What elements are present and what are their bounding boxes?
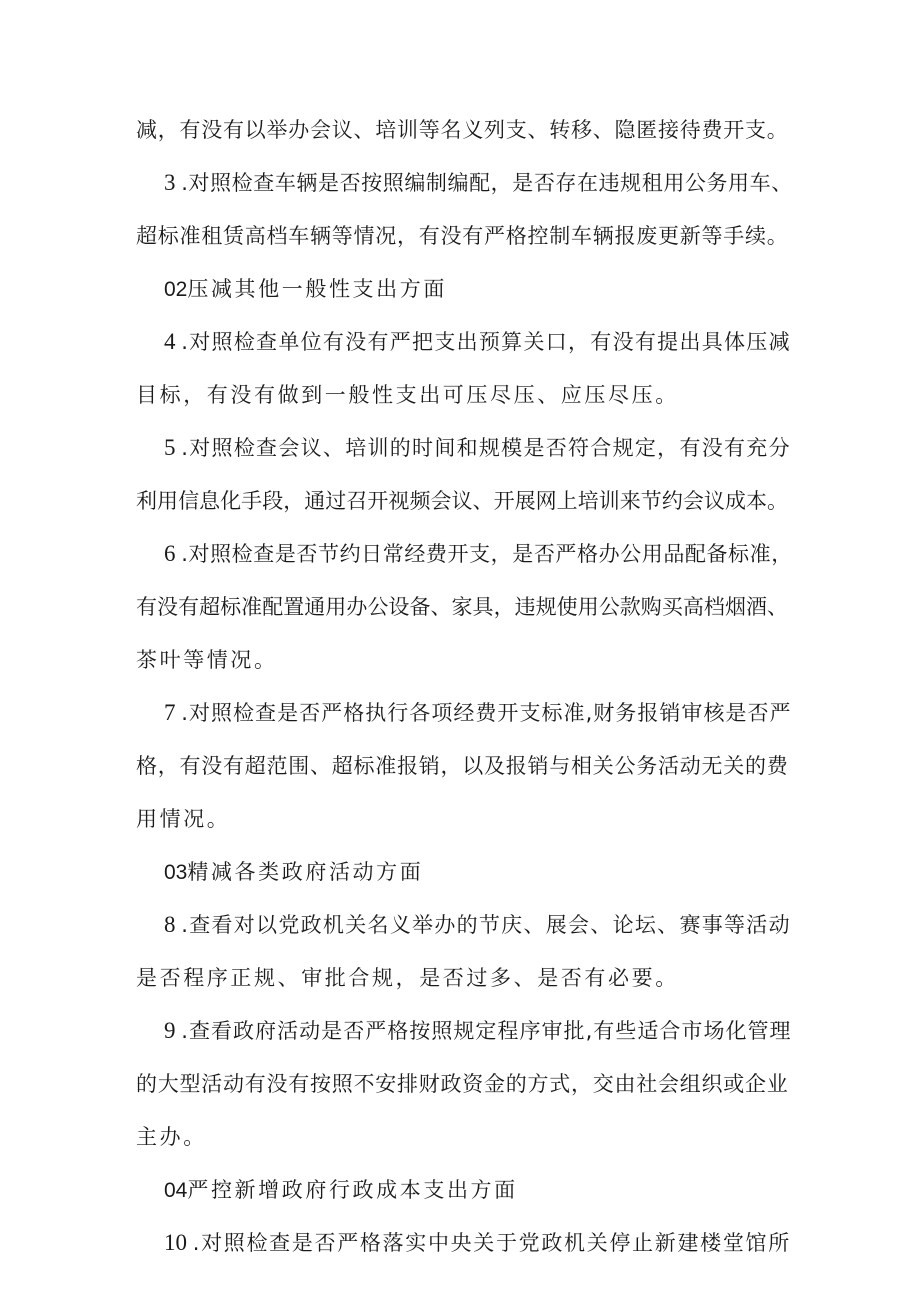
line-text: .对照检查车辆是否按照编制编配，是否存在违规租用公务用车、 [181, 171, 793, 195]
item-line [164, 1229, 791, 1257]
item-number: 6 [164, 541, 182, 566]
line-text: 的大型活动有没有按照不安排财政资金的方式，交由社会组织或企业 [136, 1072, 789, 1096]
section-heading [164, 275, 447, 304]
item-line [136, 646, 278, 674]
line-text: .对照检查单位有没有严把支出预算关口，有没有提出具体压减 [181, 330, 791, 354]
line-text: .对照检查是否严格执行各项经费开支标准,财务报销审核是否严 [181, 701, 792, 725]
line-text: .对照检查是否严格落实中央关于党政机关停止新建楼堂馆所 [192, 1231, 791, 1255]
line-text: 格，有没有超范围、超标准报销，以及报销与相关公务活动无关的费 [136, 754, 789, 778]
item-line [164, 540, 793, 568]
item-number: 8 [164, 912, 182, 937]
item-line [136, 222, 789, 250]
item-line [164, 1017, 792, 1045]
paragraph-line [136, 116, 789, 144]
item-line [136, 964, 679, 992]
line-text: .对照检查会议、培训的时间和规模是否符合规定，有没有充分 [181, 436, 791, 460]
section-number: 04 [164, 1179, 188, 1202]
line-text: 超标准租赁高档车辆等情况，有没有严格控制车辆报废更新等手续。 [136, 224, 789, 248]
line-text: 目标，有没有做到一般性支出可压尽压、应压尽压。 [136, 383, 679, 407]
item-line [136, 487, 788, 515]
item-line [136, 593, 788, 621]
line-text: 茶叶等情况。 [136, 648, 278, 672]
line-text: 利用信息化手段，通过召开视频会议、开展网上培训来节约会议成本。 [136, 489, 789, 513]
line-text: .查看对以党政机关名义举办的节庆、展会、论坛、赛事等活动 [181, 913, 791, 937]
line-text: .查看政府活动是否严格按照规定程序审批,有些适合市场化管理 [181, 1019, 792, 1043]
item-line [136, 1123, 207, 1151]
item-line [164, 169, 793, 197]
section-number: 03 [164, 861, 188, 884]
item-line [136, 381, 679, 409]
item-line [164, 911, 791, 939]
item-line [164, 434, 791, 462]
section-title: 严控新增政府行政成本支出方面 [187, 1178, 518, 1202]
section-number: 02 [164, 278, 188, 301]
section-heading [164, 1176, 518, 1205]
item-line [136, 1070, 789, 1098]
item-number: 10 [164, 1230, 193, 1255]
line-text: .对照检查是否节约日常经费开支，是否严格办公用品配备标准， [181, 542, 793, 566]
item-number: 4 [164, 329, 182, 354]
line-text: 有没有超标准配置通用办公设备、家具，违规使用公款购买高档烟酒、 [136, 595, 789, 619]
section-title: 压减其他一般性支出方面 [187, 277, 447, 301]
item-number: 7 [164, 700, 182, 725]
section-title: 精减各类政府活动方面 [187, 860, 424, 884]
line-text: 减，有没有以举办会议、培训等名义列支、转移、隐匿接待费开支。 [136, 118, 789, 142]
section-heading [164, 858, 423, 887]
item-line [136, 805, 230, 833]
item-line [136, 752, 789, 780]
item-line [164, 699, 792, 727]
line-text: 是否程序正规、审批合规，是否过多、是否有必要。 [136, 966, 679, 990]
line-text: 用情况。 [136, 807, 231, 831]
item-line [164, 328, 791, 356]
line-text: 主办。 [136, 1125, 207, 1149]
item-number: 9 [164, 1018, 182, 1043]
item-number: 5 [164, 435, 182, 460]
item-number: 3 [164, 170, 182, 195]
